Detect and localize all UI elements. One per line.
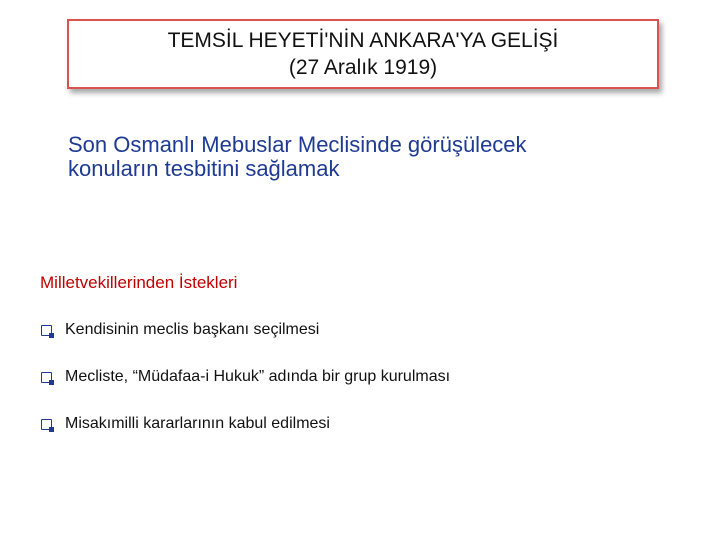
title-line-2: (27 Aralık 1919) (288, 56, 438, 79)
title-line-1: TEMSİL HEYETİ'NİN ANKARA'YA GELİŞİ (167, 29, 559, 52)
checkbox-bullet-icon (41, 372, 52, 383)
bullet-text: Kendisinin meclis başkanı seçilmesi (65, 321, 320, 338)
list-item (41, 318, 450, 342)
bullet-list (41, 318, 450, 459)
section-heading: Milletvekillerinden İstekleri (40, 273, 238, 292)
subtitle-line-1: Son Osmanlı Mebuslar Meclisinde görüşülecek (68, 132, 527, 157)
checkbox-bullet-icon (41, 325, 52, 336)
subtitle-line-2: konuların tesbitini sağlamak (68, 156, 340, 181)
title-box (67, 19, 659, 89)
list-item (41, 365, 450, 389)
bullet-text: Mecliste, “Müdafaa-i Hukuk” adında bir grup kurulması (65, 368, 451, 385)
subtitle (68, 133, 668, 181)
list-item (41, 412, 450, 436)
bullet-text: Misakımilli kararlarının kabul edilmesi (65, 415, 330, 432)
checkbox-bullet-icon (41, 419, 52, 430)
